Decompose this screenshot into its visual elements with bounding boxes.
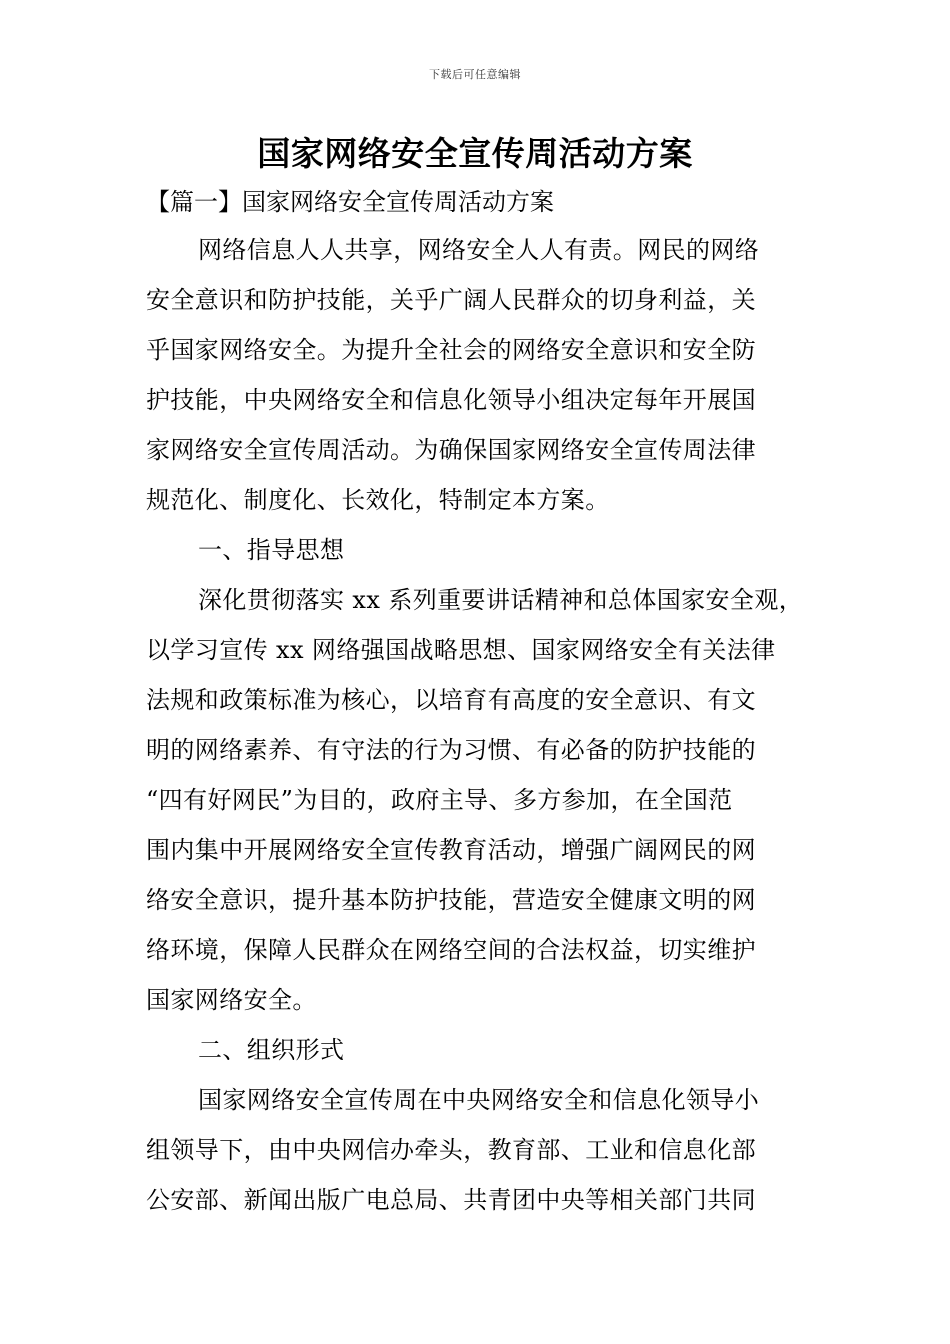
- body-line: 国家网络安全宣传周在中央网络安全和信息化领导小: [198, 1086, 760, 1114]
- body-line: 围内集中开展网络安全宣传教育活动，增强广阔网民的网: [146, 836, 756, 864]
- section-heading: 一、指导思想: [198, 536, 345, 564]
- body-line: 明的网络素养、有守法的行为习惯、有必备的防护技能的: [146, 736, 756, 764]
- body-line: 护技能，中央网络安全和信息化领导小组决定每年开展国: [146, 386, 756, 414]
- body-line: 组领导下，由中央网信办牵头，教育部、工业和信息化部: [146, 1136, 756, 1164]
- body-line: 以学习宣传 xx 网络强国战略思想、国家网络安全有关法律: [146, 636, 776, 664]
- body-text: [146, 230, 826, 1230]
- section-subtitle: 【篇一】国家网络安全宣传周活动方案: [146, 188, 554, 216]
- body-line: 国家网络安全。: [146, 986, 317, 1014]
- body-line: 家网络安全宣传周活动。为确保国家网络安全宣传周法律: [146, 436, 756, 464]
- body-line: 公安部、新闻出版广电总局、共青团中央等相关部门共同: [146, 1186, 756, 1214]
- header-note: 下载后可任意编辑: [429, 68, 521, 81]
- body-line: 乎国家网络安全。为提升全社会的网络安全意识和安全防: [146, 336, 756, 364]
- page-title: 国家网络安全宣传周活动方案: [257, 134, 693, 173]
- body-line: 规范化、制度化、长效化，特制定本方案。: [146, 486, 610, 514]
- body-line: 法规和政策标准为核心，以培育有高度的安全意识、有文: [146, 686, 756, 714]
- body-line: 网络信息人人共享，网络安全人人有责。网民的网络: [198, 236, 760, 264]
- section-heading: 二、组织形式: [198, 1036, 345, 1064]
- body-line: 络环境，保障人民群众在网络空间的合法权益，切实维护: [146, 936, 756, 964]
- body-line: “四有好网民”为目的，政府主导、多方参加，在全国范: [146, 786, 733, 814]
- body-line: 安全意识和防护技能，关乎广阔人民群众的切身利益，关: [146, 286, 756, 314]
- body-line: 深化贯彻落实 xx 系列重要讲话精神和总体国家安全观，: [198, 586, 804, 614]
- body-line: 络安全意识，提升基本防护技能，营造安全健康文明的网: [146, 886, 756, 914]
